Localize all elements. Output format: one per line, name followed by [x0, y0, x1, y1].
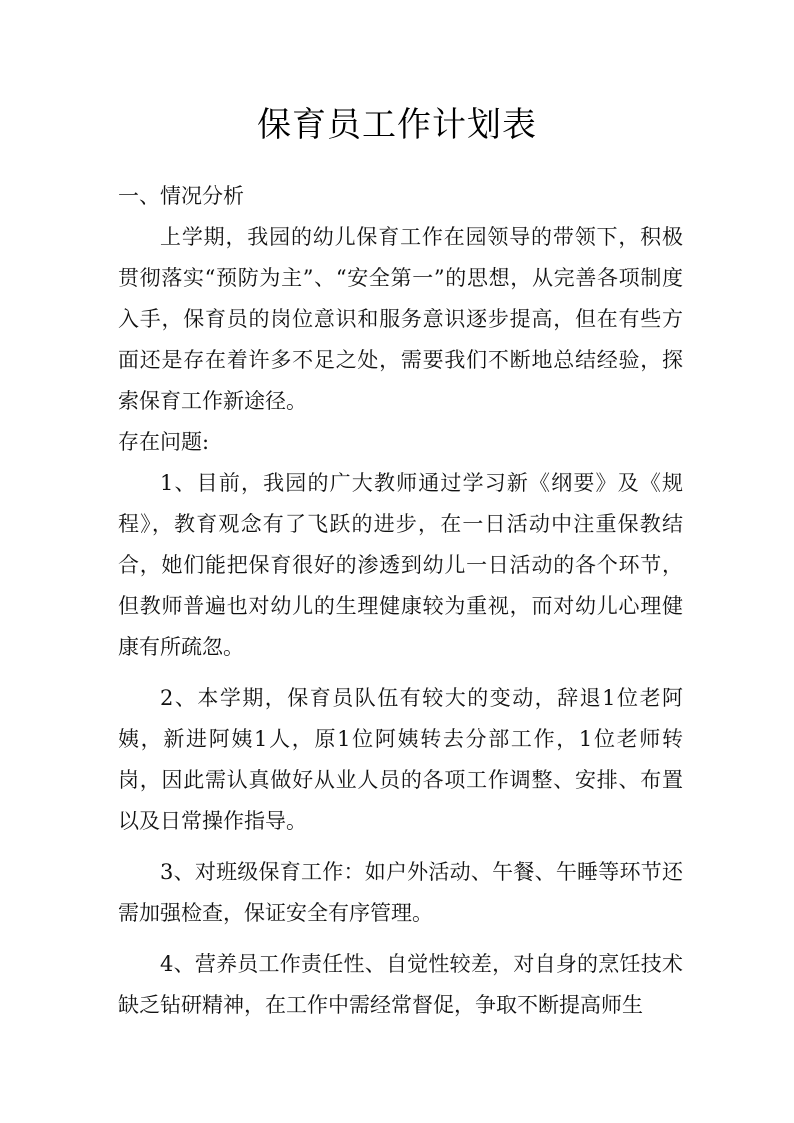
problem-item-4: 4、营养员工作责任性、自觉性较差，对自身的烹饪技术缺乏钻研精神，在工作中需经常督促，争取不断提高师生	[118, 952, 683, 1017]
problem-item-3: 3、对班级保育工作：如户外活动、午餐、午睡等环节还需加强检查，保证安全有序管理。	[118, 860, 683, 925]
problem-item-1: 1、目前，我园的广大教师通过学习新《纲要》及《规程》，教育观念有了飞跃的进步，在一日活动中注重保教结合，她们能把保育很好的渗透到幼儿一日活动的各个环节，但教师普遍也对幼儿的生理健康较为重视，而对幼儿心理健康有所疏忽。	[118, 471, 683, 659]
document-title: 保育员工作计划表	[257, 105, 537, 145]
problems-heading: 存在问题:	[118, 430, 210, 454]
problem-item-2: 2、本学期，保育员队伍有较大的变动，辞退1位老阿姨，新进阿姨1人，原1位阿姨转去分部工作，1位老师转岗，因此需认真做好从业人员的各项工作调整、安排、布置以及日常操作指导。	[118, 686, 683, 833]
document-body	[118, 176, 683, 1026]
intro-paragraph: 上学期，我园的幼儿保育工作在园领导的带领下，积极贯彻落实“预防为主”、“安全第一”的思想，从完善各项制度入手，保育员的岗位意识和服务意识逐步提高，但在有些方面还是存在着许多不足之处，需要我们不断地总结经验，探索保育工作新途径。	[118, 225, 683, 413]
section-heading-situation-analysis: 一、情况分析	[118, 184, 244, 208]
